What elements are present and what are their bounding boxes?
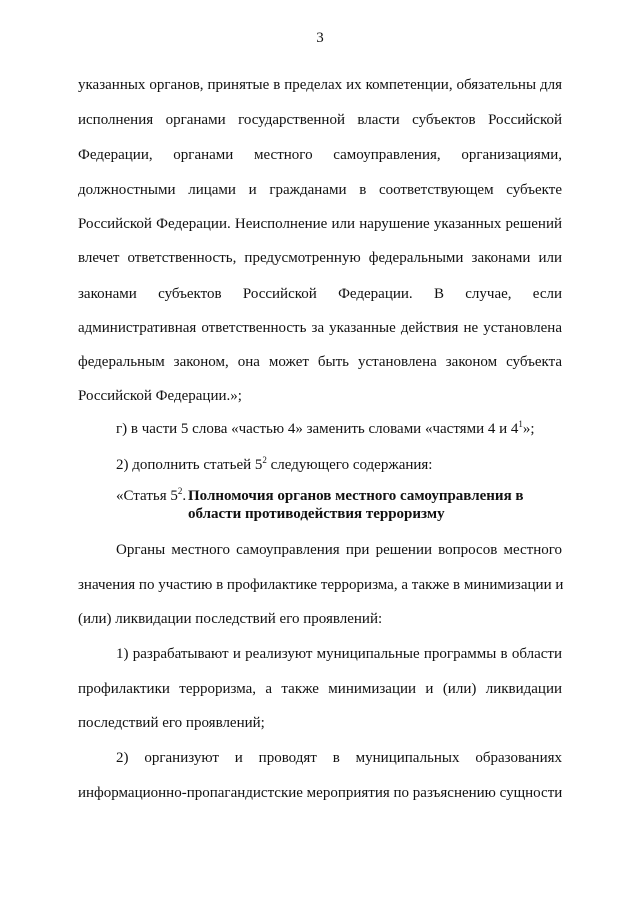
superscript: 2 xyxy=(177,486,183,496)
text-line: должностными лицами и гражданами в соответствующем субъекте xyxy=(78,182,562,198)
text-line: федеральным законом, она может быть установлена законом субъекта xyxy=(78,354,562,370)
article-prefix xyxy=(116,488,186,505)
text-line: Российской Федерации. Неисполнение или нарушение указанных решений xyxy=(78,216,562,232)
article-prefix-dot: . xyxy=(182,488,187,504)
text-line: административная ответственность за указанные действия не установлена xyxy=(78,320,562,336)
list-item-2-line: информационно-пропагандистские мероприятия по разъяснению сущности xyxy=(78,785,563,801)
amendment-item-g xyxy=(116,420,562,438)
text-line: значения по участию в профилактике терроризма, а также в минимизации и xyxy=(78,577,564,593)
text-line: Федерации, органами местного самоуправления, организациями, xyxy=(78,147,562,163)
text-line: влечет ответственность, предусмотренную федеральными законами или xyxy=(78,250,562,266)
text-line: исполнения органами государственной власти субъектов Российской xyxy=(78,112,562,128)
list-item-2-line: 2) организуют и проводят в муниципальных образованиях xyxy=(116,750,562,766)
list-item-1-line: последствий его проявлений; xyxy=(78,715,265,731)
text-line: законами субъектов Российской Федерации. В случае, если xyxy=(78,286,562,302)
item-2-text: 2) дополнить статьей 5 xyxy=(116,457,263,473)
superscript: 1 xyxy=(518,419,523,429)
list-item-1-line: 1) разрабатывают и реализуют муниципальные программы в области xyxy=(116,646,562,662)
text-line: Российской Федерации.»; xyxy=(78,388,242,404)
text-line: указанных органов, принятые в пределах их компетенции, обязательны для xyxy=(78,77,562,93)
item-g-text: г) в части 5 слова «частью 4» заменить словами «частями 4 и 4 xyxy=(116,421,519,437)
list-item-1-line: профилактики терроризма, а также минимизации и (или) ликвидации xyxy=(78,681,562,697)
article-prefix-text: «Статья 5 xyxy=(116,488,178,504)
amendment-item-2 xyxy=(116,456,562,474)
item-2-tail: следующего содержания: xyxy=(266,457,433,473)
text-line: (или) ликвидации последствий его проявлений: xyxy=(78,611,383,627)
page-number: 3 xyxy=(316,30,324,46)
superscript: 2 xyxy=(262,455,267,465)
article-title-line-1: Полномочия органов местного самоуправления в xyxy=(188,488,524,504)
item-g-tail: »; xyxy=(522,421,535,437)
text-line: Органы местного самоуправления при решении вопросов местного xyxy=(116,542,562,558)
article-title-line-2: области противодействия терроризму xyxy=(188,506,445,522)
